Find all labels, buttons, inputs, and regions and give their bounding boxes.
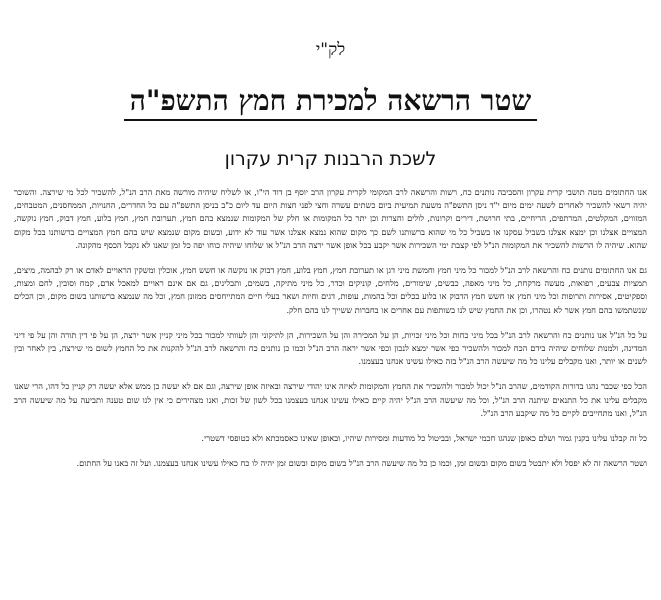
paragraph-3: על כל הנ"ל אנו נותנים כח והרשאה לרב הנ"ל בכל מיני כחות וכל מיני זכויות, הן על המכירה והן על השכירות, הן לתיקוני והן לעוותי למכור בכל מיני קניין אשר ירצה, הן על פי דין תורה והן על פי דיני המדינה, ולמנות שלוחים שיהיה בידם הכח למכור ולהשכיר כפי אשר ימצא לנכון וכפי אשר יראה הרב הנ"ל וכמו כן נותנים כח והרשאה לרב הנ"ל להקנות את כל החמץ לשום מי שירצה, בין לאחר ובין לשנים או יותר, ואנו מקבלים עלינו כל מה שיעשה הרב הנ"ל בזה כאילו עשינו אנחנו בעצמנו. (14, 329, 647, 367)
paragraph-4: הכל כפי שכבר נהגו בדורות הקודמים, שהרב הנ"ל יכול למכור ולהשכיר את החמץ והמקומות לאיזה אינו יהודי שירצה ובאיזה אופן שירצה, וגם אם לא יעשה כן ממש אלא יעשה רק קניין כל דהו, הרי שאנו מקבלים עלינו את כל התנאים שיתנה הרב הנ"ל, וכל מה שיעשה הרב הנ"ל יהיה קיים כאילו עשינו אנחנו בעצמנו בכל לשון של זכות, ואנו מצהירים כי אין לנו שום טענה ותביעה על מה שיעשה הרב הנ"ל, ואנו מתחייבים לקיים כל מה שיקבע הרב הנ"ל. (14, 381, 647, 418)
paragraph-2: גם אנו החתומים נותנים כח והרשאה לרב הנ"ל למכור כל מיני חמץ וחמשת מיני דגן או תערובת חמץ, חמץ בלוע, חמץ דבוק או נוקשה או חשש חמץ, אוכלין ומשקין הראויים לאדם או רק לבהמה, מיצים, תמציות צבעים, רפואות, מעשה מרקחת, כל מיני מאפה, כבשים, שימורים, מלחים, קוניקים וכדר, כל מיני מתיקה, בשמים, ותבלינים, גם אם אינם ראויים למאכל אדם, קמח וסובין, לחם ומצות, וספקיטים, אסירות ותרופות וכל מיני חמץ או חשש חמץ הדבוק או בלוע בכלים וכל בהמות, עופות, דגים וחיות ושאר בעלי חיים המתייחסים ממזונן חמץ, וכל מה שנמצא ברשותנו בשום מקום, וכן הכלים שנשתמשו בהם חמץ אשר לא נטהרו, וכן את החמץ שיש לנו בשותפות עם אחרים או בחברות ששייך לנו בהם חלק. (14, 265, 647, 315)
document-subtitle: לשכת הרבנות קרית עקרון (224, 148, 437, 170)
header-tag: לק"י (315, 40, 346, 60)
document-title: שטר הרשאה למכירת חמץ התשפ"ה (124, 84, 538, 121)
paragraph-6: ושטר הרשאה זה לא יפסל ולא יתבטל בשום מקום ובשום זמן, וכמו כן כל מה שיעשה הרב הנ"ל בשום מקום ובשום זמן יהיה לו כח כאילו עשינו אנחנו בעצמנו. ועל זה באנו על החתום. (76, 458, 647, 469)
paragraph-1: אנו החתומים מטה תושבי קרית עקרון והסביבה נותנים כח, רשות והרשאה לרב המקומי לקרית עקרון הרב יוסף בן דוד הי"ו, או לשליח שיהיה מורשה מאת הרב הנ"ל, להשכיר לכל מי שירצה. והשוכר יהיה רשאי להשכיר לאחרים לשעה ימים מיום י"ד ניסן התשפ"ה משעת תמיעית ביום כשתים עשרה וחצי לפני חצות היום עד ליום כ"ב בניסן התשפ"ה עם כל החדרים, החנויות, הממחסנים, המטבחים, המזווים, המקלטים, המרתפים, הריחיים, בתי חרושת, דירים וקרונות, לולים וחצרות וכן יתר כל המקומות או חלק של המקומות שנמצא בהם חמץ, תערובת חמץ, חמץ בלוע, חמץ דבוק, חמץ נוקשה, המצויים אצלנו וכן ימצא אצלנו בשביל עסקנו או בשביל כל מי שהוא ברשותנו לשם כך מקום שהוא נמצא אצלנו אשר עוד לא ידוע, ובשום מקום שנמצא שיש בהם חמץ המצויים ברשותנו בכל מקום שהוא. שיהיה לו הרשות להשכיר את המקומות הנ"ל לפי קצבת ימי השכירות אשר יקבע בכל אופן אשר ירצה הרב הנ"ל או שלוחו שיהיה כוחו יפה כל זמן שאנו לא נקבל הכסף מהקונה. (14, 187, 647, 250)
paragraph-5: כל זה קבלנו עלינו בקנין גמור ושלם כאופן שנהגו חכמי ישראל, ובביטול כל מודעות ומסירות שיהיו, ובאופן שאינו כאסמכתא ולא כטופסי דשטרי. (201, 433, 647, 444)
document-body (14, 186, 647, 470)
document-title-wrapper (0, 84, 661, 118)
